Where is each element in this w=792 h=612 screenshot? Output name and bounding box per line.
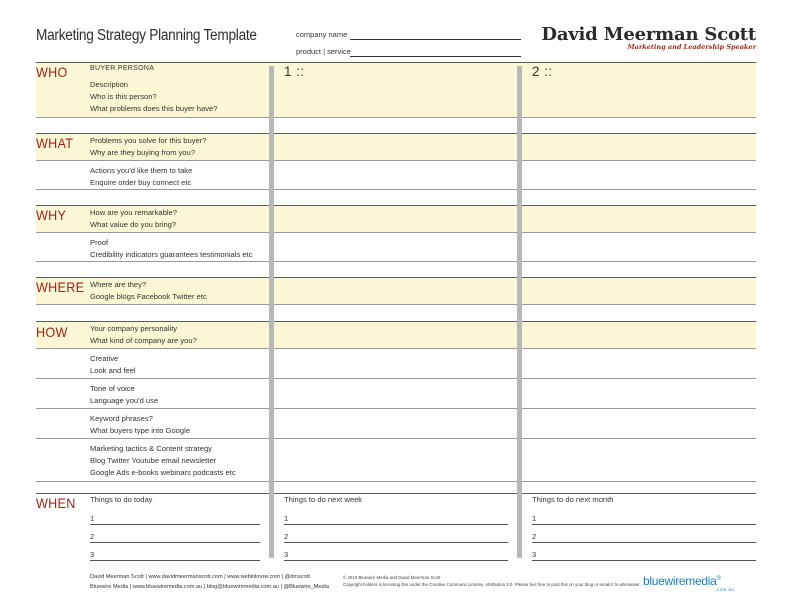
prompt-line: Actions you'd like them to take — [90, 166, 193, 175]
things-today-label: Things to do today — [90, 495, 153, 504]
footer-copyright: © 2010 Bluewire Media and David Meerman Scott — [343, 575, 441, 580]
prompt-line: Tone of voice — [90, 384, 135, 393]
column-1-heading: 1 :: — [284, 64, 305, 79]
todo-line[interactable] — [532, 560, 756, 561]
who-prompts — [90, 63, 217, 115]
todo-number: 1 — [90, 514, 95, 523]
section-when: WHEN — [36, 495, 76, 511]
todo-line[interactable] — [284, 560, 508, 561]
company-name-label: company name — [296, 30, 348, 39]
todo-number: 1 — [284, 514, 289, 523]
row-line — [36, 348, 756, 349]
row-line — [36, 304, 756, 305]
company-name-field[interactable] — [350, 39, 521, 40]
todo-number: 3 — [532, 550, 537, 559]
buyer-persona-label: BUYER PERSONA — [90, 65, 155, 72]
divider — [36, 493, 756, 494]
divider — [36, 321, 756, 322]
section-why: WHY — [36, 207, 67, 223]
row-line — [36, 438, 756, 439]
logo-text: bluewiremedia — [643, 574, 717, 588]
prompt-line: Where are they? — [90, 280, 147, 289]
prompt-line: Language you'd use — [90, 396, 159, 405]
todo-number: 1 — [532, 514, 537, 523]
why-prompt-1 — [90, 207, 177, 231]
divider — [36, 277, 756, 278]
row-line — [36, 189, 756, 190]
prompt-line: Google Ads e-books webinars podcasts etc — [90, 468, 236, 477]
how-prompt-1 — [90, 323, 197, 347]
row-line — [36, 408, 756, 409]
things-next-week-label: Things to do next week — [284, 495, 363, 504]
todo-number: 2 — [284, 532, 289, 541]
todo-number: 2 — [532, 532, 537, 541]
how-prompt-3 — [90, 383, 158, 407]
prompt-line: Look and feel — [90, 366, 136, 375]
prompt-line: Enquire order buy connect etc — [90, 178, 192, 187]
how-prompt-2 — [90, 353, 136, 377]
todo-line[interactable] — [90, 560, 260, 561]
brand-subtitle: Marketing and Leadership Speaker — [627, 43, 756, 51]
prompt-line: What problems does this buyer have? — [90, 104, 218, 113]
what-prompt-1 — [90, 135, 207, 159]
row-line — [36, 378, 756, 379]
column-divider-2 — [517, 66, 522, 558]
todo-line[interactable] — [532, 524, 756, 525]
prompt-line: Blog Twitter Youtube email newsletter — [90, 456, 217, 465]
column-divider-1 — [269, 66, 274, 558]
todo-line[interactable] — [284, 542, 508, 543]
row-line — [36, 160, 756, 161]
prompt-line: Description — [90, 80, 128, 89]
product-service-label: product | service — [296, 47, 351, 56]
footer-credits-bluewire: Bluewire Media | www.bluewiremedia.com.au | blog@bluewiremedia.com.au | @Bluewire_Media — [90, 584, 329, 590]
prompt-line: What buyers type into Google — [90, 426, 191, 435]
todo-line[interactable] — [90, 542, 260, 543]
where-prompt-1 — [90, 279, 207, 303]
column-2-heading: 2 :: — [532, 64, 553, 79]
section-where: WHERE — [36, 279, 85, 295]
prompt-line: Who is this person? — [90, 92, 157, 101]
row-line — [36, 117, 756, 118]
prompt-line: Your company personality — [90, 324, 178, 333]
prompt-line: Creative — [90, 354, 119, 363]
page-title: Marketing Strategy Planning Template — [36, 27, 257, 44]
prompt-line: Credibility indicators guarantees testimonials etc — [90, 250, 253, 259]
why-prompt-2 — [90, 237, 253, 261]
row-line — [36, 232, 756, 233]
prompt-line: Marketing tactics & Content strategy — [90, 444, 212, 453]
row-line — [36, 481, 756, 482]
things-next-month-label: Things to do next month — [532, 495, 614, 504]
footer-credits-dms: David Meerman Scott | www.davidmeermanscott.com | www.webinknow.com | @dmscott — [90, 574, 310, 580]
brand-name: David Meerman Scott — [541, 24, 756, 45]
prompt-line: What kind of company are you? — [90, 336, 197, 345]
divider — [36, 205, 756, 206]
prompt-line: Why are they buying from you? — [90, 148, 196, 157]
prompt-line: Proof — [90, 238, 109, 247]
section-how: HOW — [36, 324, 68, 340]
todo-line[interactable] — [90, 524, 260, 525]
bluewiremedia-logo — [643, 574, 721, 588]
todo-number: 3 — [90, 550, 95, 559]
how-prompt-5 — [90, 443, 236, 479]
section-what: WHAT — [36, 135, 74, 151]
footer-license: Copyright holders is licensing this under the Creative Commons License, Attribution 3.0. Please feel free to post this on your blog or email it to whomever. — [343, 582, 641, 587]
todo-line[interactable] — [284, 524, 508, 525]
what-prompt-2 — [90, 165, 192, 189]
how-prompt-4 — [90, 413, 190, 437]
prompt-line: How are you remarkable? — [90, 208, 177, 217]
product-service-field[interactable] — [350, 56, 521, 57]
prompt-line: Problems you solve for this buyer? — [90, 136, 207, 145]
todo-number: 3 — [284, 550, 289, 559]
registered-mark: ® — [716, 576, 721, 582]
todo-line[interactable] — [532, 542, 756, 543]
todo-number: 2 — [90, 532, 95, 541]
row-line — [36, 261, 756, 262]
divider — [36, 133, 756, 134]
section-who: WHO — [36, 64, 68, 80]
logo-domain: com.au — [717, 587, 735, 592]
prompt-line: Keyword phrases? — [90, 414, 153, 423]
prompt-line: Google blogs Facebook Twitter etc — [90, 292, 207, 301]
prompt-line: What value do you bring? — [90, 220, 177, 229]
